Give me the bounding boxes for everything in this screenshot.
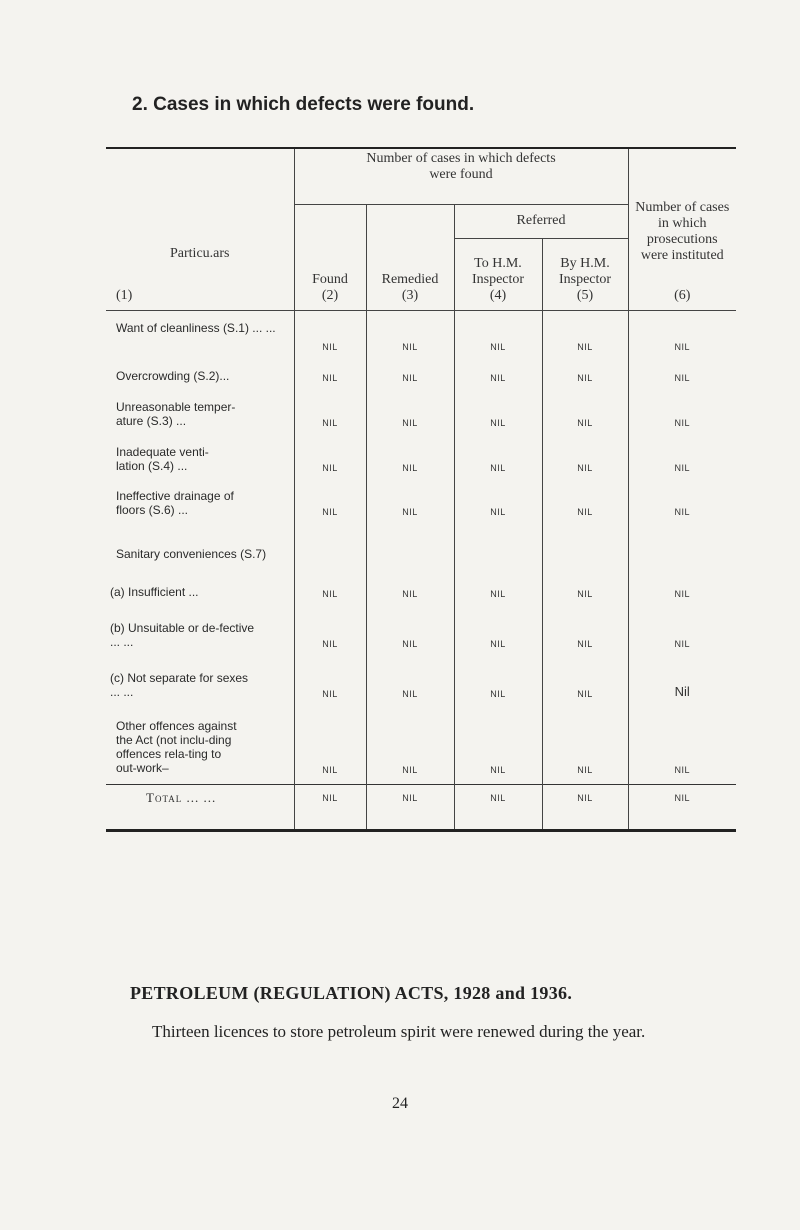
cell-remedied: NIL bbox=[366, 386, 454, 431]
header-remedied bbox=[366, 204, 454, 310]
header-to-hm bbox=[454, 238, 542, 310]
cell-remedied: NIL bbox=[366, 355, 454, 386]
total-remedied: NIL bbox=[366, 784, 454, 830]
table-row bbox=[106, 565, 736, 602]
table-row bbox=[106, 355, 736, 386]
cell-to-hm: NIL bbox=[454, 310, 542, 355]
cell-prosecutions: NIL bbox=[628, 431, 736, 476]
cell-to-hm: NIL bbox=[454, 431, 542, 476]
cell-to-hm: NIL bbox=[454, 565, 542, 602]
cell-found: NIL bbox=[294, 702, 366, 778]
row-label: Inadequate venti-lation (S.4) ... bbox=[116, 445, 209, 473]
cell-to-hm: NIL bbox=[454, 386, 542, 431]
table-row bbox=[106, 602, 736, 652]
cell-prosecutions: Nil bbox=[628, 652, 736, 702]
table-row bbox=[106, 386, 736, 431]
header-particulars-number: (1) bbox=[116, 287, 133, 303]
cell-by-hm: NIL bbox=[542, 476, 628, 520]
header-group: Number of cases in which defects were found bbox=[294, 148, 628, 204]
row-label: Ineffective drainage of floors (S.6) ... bbox=[116, 489, 234, 517]
total-prosecutions: NIL bbox=[628, 784, 736, 830]
cell-remedied: NIL bbox=[366, 431, 454, 476]
cell-by-hm: NIL bbox=[542, 386, 628, 431]
header-prosecutions-label: Number of cases in which prosecutions were instituted bbox=[635, 199, 730, 263]
cell-remedied: NIL bbox=[366, 476, 454, 520]
cell-to-hm: NIL bbox=[454, 652, 542, 702]
table-row-group-heading bbox=[106, 520, 736, 565]
total-label: Total ... ... bbox=[106, 784, 294, 830]
cell-prosecutions: NIL bbox=[628, 355, 736, 386]
cell-to-hm: NIL bbox=[454, 702, 542, 778]
header-by-hm-number: (5) bbox=[576, 287, 594, 303]
cell-prosecutions: NIL bbox=[628, 602, 736, 652]
header-by-hm-label: By H.M. Inspector bbox=[558, 255, 612, 287]
header-to-hm-label: To H.M. Inspector bbox=[471, 255, 525, 287]
petroleum-section-title: PETROLEUM (REGULATION) ACTS, 1928 and 1936. bbox=[130, 983, 573, 1003]
cell-by-hm: NIL bbox=[542, 702, 628, 778]
header-referred: Referred bbox=[454, 204, 628, 238]
row-label: Want of cleanliness (S.1) ... ... bbox=[116, 320, 276, 335]
cell-by-hm: NIL bbox=[542, 602, 628, 652]
cell-prosecutions: NIL bbox=[628, 565, 736, 602]
header-particulars-label: Particu.ars bbox=[170, 245, 230, 261]
row-label: Overcrowding (S.2)... bbox=[116, 369, 230, 383]
cell-prosecutions: NIL bbox=[628, 310, 736, 355]
cell-found: NIL bbox=[294, 431, 366, 476]
cell-by-hm: NIL bbox=[542, 652, 628, 702]
cell-found: NIL bbox=[294, 652, 366, 702]
header-found bbox=[294, 204, 366, 310]
cell-remedied: NIL bbox=[366, 702, 454, 778]
total-by-hm: NIL bbox=[542, 784, 628, 830]
header-remedied-label: Remedied bbox=[381, 271, 439, 287]
cell-prosecutions: NIL bbox=[628, 702, 736, 778]
row-label: (a) Insufficient ... bbox=[110, 585, 199, 599]
header-found-number: (2) bbox=[321, 287, 339, 303]
cell-found: NIL bbox=[294, 355, 366, 386]
cell-prosecutions: NIL bbox=[628, 386, 736, 431]
table-row bbox=[106, 310, 736, 355]
row-label: (c) Not separate for sexes ... ... bbox=[110, 671, 249, 699]
defects-table-container bbox=[106, 147, 736, 832]
cell-prosecutions: NIL bbox=[628, 476, 736, 520]
header-prosecutions-number: (6) bbox=[674, 287, 691, 303]
cell-by-hm: NIL bbox=[542, 565, 628, 602]
cell-found: NIL bbox=[294, 565, 366, 602]
table-row bbox=[106, 476, 736, 520]
cell-remedied: NIL bbox=[366, 310, 454, 355]
section-heading: 2. Cases in which defects were found. bbox=[132, 94, 475, 115]
cell-to-hm: NIL bbox=[454, 476, 542, 520]
row-label: Other offences against the Act (not inclu-ding offences rela-ting to out-work– bbox=[116, 719, 237, 775]
total-to-hm: NIL bbox=[454, 784, 542, 830]
header-by-hm bbox=[542, 238, 628, 310]
cell-found: NIL bbox=[294, 602, 366, 652]
cell-to-hm: NIL bbox=[454, 602, 542, 652]
table-row bbox=[106, 431, 736, 476]
page-number: 24 bbox=[392, 1095, 408, 1112]
header-particulars bbox=[106, 148, 294, 310]
cell-remedied: NIL bbox=[366, 652, 454, 702]
cell-found: NIL bbox=[294, 476, 366, 520]
cell-found: NIL bbox=[294, 310, 366, 355]
header-to-hm-number: (4) bbox=[489, 287, 507, 303]
defects-table bbox=[106, 147, 736, 832]
row-label: Unreasonable temper-ature (S.3) ... bbox=[116, 400, 236, 428]
total-row bbox=[106, 784, 736, 830]
header-prosecutions bbox=[628, 148, 736, 310]
cell-by-hm: NIL bbox=[542, 355, 628, 386]
table-row bbox=[106, 702, 736, 778]
row-label: (b) Unsuitable or de-fective ... ... bbox=[110, 621, 255, 649]
header-found-label: Found bbox=[312, 271, 348, 287]
header-remedied-number: (3) bbox=[401, 287, 419, 303]
total-found: NIL bbox=[294, 784, 366, 830]
cell-remedied: NIL bbox=[366, 565, 454, 602]
table-row bbox=[106, 652, 736, 702]
petroleum-paragraph: Thirteen licences to store petroleum spirit were renewed during the year. bbox=[152, 1022, 646, 1041]
row-label: Sanitary conveniences (S.7) bbox=[116, 547, 267, 561]
cell-found: NIL bbox=[294, 386, 366, 431]
cell-by-hm: NIL bbox=[542, 431, 628, 476]
cell-remedied: NIL bbox=[366, 602, 454, 652]
cell-by-hm: NIL bbox=[542, 310, 628, 355]
cell-to-hm: NIL bbox=[454, 355, 542, 386]
